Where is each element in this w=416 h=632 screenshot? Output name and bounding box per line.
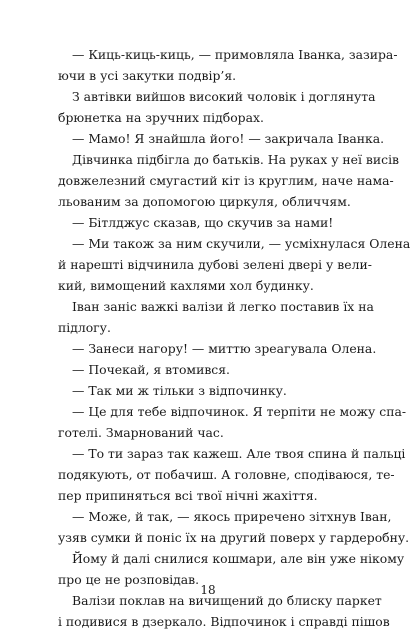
text-line: Валізи поклав на вичищений до блиску паркет: [72, 593, 382, 608]
text-line: льованим за допомогою циркуля, обличчям.: [58, 194, 351, 209]
text-line: — Так ми ж тільки з відпочинку.: [72, 383, 287, 398]
text-line: ючи в усі закутки подвір’я.: [58, 68, 237, 83]
text-line: Йому й далі снилися кошмари, але він уже нікому: [72, 551, 405, 566]
text-line: кий, вимощений кахлями хол будинку.: [58, 278, 314, 293]
text-line: Іван заніс важкі валізи й легко поставив їх на: [72, 299, 374, 314]
page-body-text: [58, 44, 411, 632]
text-line: — Бітлджус сказав, що скучив за нами!: [72, 215, 334, 230]
text-line: — Це для тебе відпочинок. Я терпіти не можу спа-: [72, 404, 407, 419]
text-line: — Може, й так, — якось приречено зітхнув Іван,: [72, 509, 392, 524]
text-line: брюнетка на зручних підборах.: [58, 110, 264, 125]
text-line: Дівчинка підбігла до батьків. На руках у неї висів: [72, 152, 400, 167]
text-line: — Занеси нагору! — миттю зреагувала Олена.: [72, 341, 377, 356]
text-line: готелі. Змарнований час.: [58, 425, 224, 440]
text-line: й нарешті відчинила дубові зелені двері у вели-: [58, 257, 372, 272]
text-line: — Киць-киць-киць, — примовляла Іванка, зазира-: [72, 47, 398, 62]
text-line: пер припиняться всі твої нічні жахіття.: [58, 488, 318, 503]
text-line: і подивися в дзеркало. Відпочинок і справді пішов: [58, 614, 390, 629]
text-line: підлогу.: [58, 320, 111, 335]
page-number: 18: [200, 583, 216, 597]
text-line: довжелезний смугастий кіт із круглим, наче нама-: [58, 173, 394, 188]
text-line: — Ми також за ним скучили, — усміхнулася Олена: [72, 236, 411, 251]
text-line: — То ти зараз так кажеш. Але твоя спина й пальці: [72, 446, 406, 461]
text-line: подякують, от побачиш. А головне, сподіваюся, те-: [58, 467, 395, 482]
text-line: про це не розповідав.: [58, 572, 200, 587]
text-line: — Почекай, я втомився.: [72, 362, 230, 377]
text-line: узяв сумки й поніс їх на другий поверх у гардеробну.: [58, 530, 410, 545]
text-line: З автівки вийшов високий чоловік і доглянута: [72, 89, 376, 104]
text-line: — Мамо! Я знайшла його! — закричала Іванка.: [72, 131, 385, 146]
